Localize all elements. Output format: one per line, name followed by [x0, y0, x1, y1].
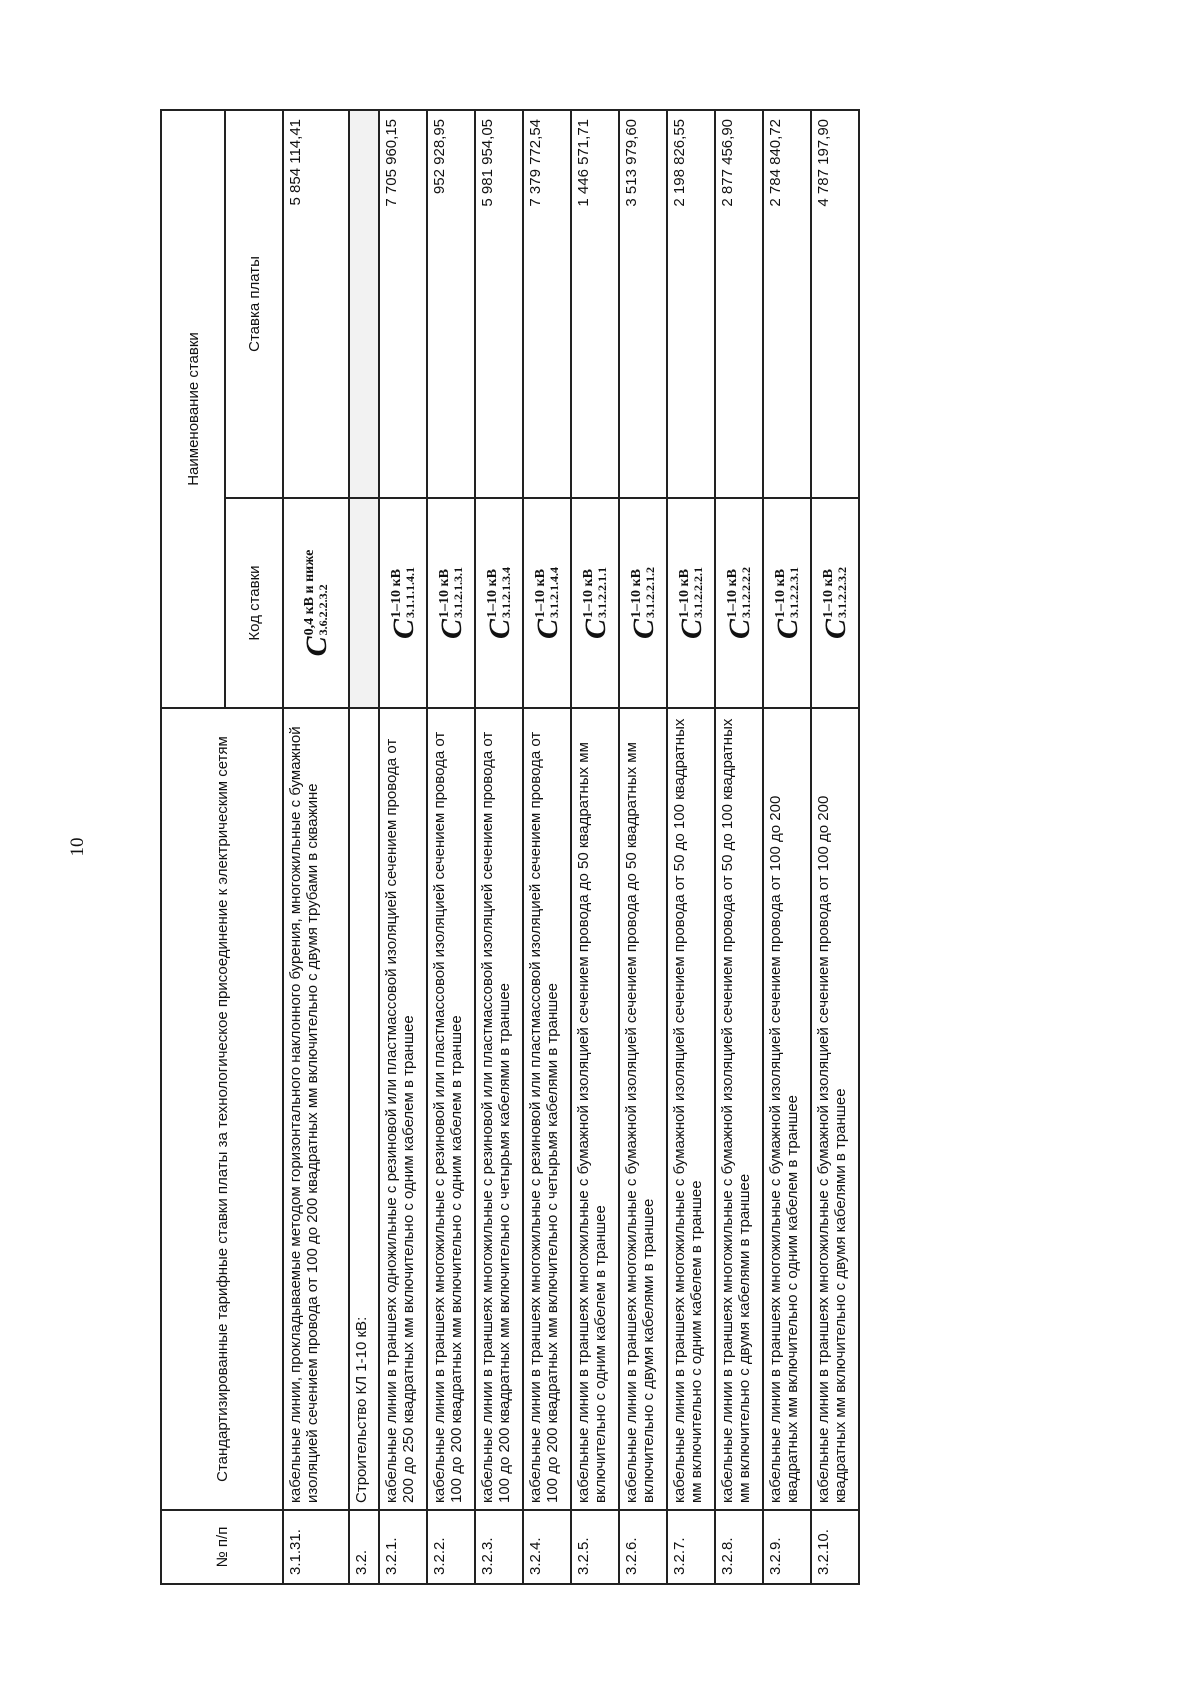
table-row: [283, 110, 349, 1584]
row-number: 3.2.5.: [571, 1510, 619, 1584]
row-number: 3.2.1.: [379, 1510, 427, 1584]
formula-symbol: C: [482, 619, 516, 640]
formula-symbol: C: [674, 619, 708, 640]
code-superscript: 1–10 кВ: [388, 569, 404, 618]
rate-code-formula: [770, 567, 804, 640]
formula-symbol: C: [530, 619, 564, 640]
rotated-table-sheet: [160, 111, 960, 1585]
row-rate: 3 513 979,60: [619, 110, 667, 498]
row-code: [619, 498, 667, 708]
code-superscript: 1–10 кВ: [772, 569, 788, 618]
table-row: [715, 110, 763, 1584]
formula-symbol: C: [434, 619, 468, 640]
formula-symbol: C: [818, 619, 852, 640]
code-subscript: 3.1.2.2.2.2: [738, 567, 753, 618]
row-code: [379, 498, 427, 708]
code-superscript: 1–10 кВ: [724, 569, 740, 618]
row-description: кабельные линии, прокладываемые методом горизонтального наклонного бурения, многожильные с бумажной изоляцией сечением провода от 100 до 200 квадратных мм включительно с двумя трубами в скважине: [283, 708, 349, 1510]
code-subscript: 3.1.2.2.3.2: [834, 567, 849, 618]
header-num: № п/п: [161, 1510, 283, 1584]
tariff-table: [160, 109, 860, 1585]
row-description: кабельные линии в траншеях многожильные с бумажной изоляцией сечением провода от 100 до 200 квадратных мм включительно с одним кабелем в траншее: [763, 708, 811, 1510]
table-body: [283, 110, 859, 1584]
rate-code-formula: [818, 567, 852, 640]
table-row: [349, 110, 379, 1584]
table-row: [763, 110, 811, 1584]
row-code: [475, 498, 523, 708]
header-rate-group: Наименование ставки: [161, 110, 225, 708]
code-subscript: 3.1.1.1.4.1: [402, 567, 417, 618]
header-rate: Ставка платы: [225, 110, 283, 498]
code-superscript: 1–10 кВ: [628, 569, 644, 618]
row-code: [715, 498, 763, 708]
row-rate: 7 379 772,54: [523, 110, 571, 498]
row-rate: 7 705 960,15: [379, 110, 427, 498]
row-description: кабельные линии в траншеях многожильные с резиновой или пластмассовой изоляцией сечением провода от 100 до 200 квадратных мм включительно с четырьмя кабелями в траншее: [475, 708, 523, 1510]
code-superscript: 1–10 кВ: [436, 569, 452, 618]
row-code: [427, 498, 475, 708]
formula-symbol: C: [299, 636, 333, 657]
table-row: [571, 110, 619, 1584]
code-superscript: 0,4 кВ и ниже: [301, 549, 317, 636]
row-code: [523, 498, 571, 708]
code-subscript: 3.1.2.1.4.4: [546, 567, 561, 618]
rate-code-formula: [674, 567, 708, 640]
row-description: Строительство КЛ 1-10 кВ:: [349, 708, 379, 1510]
row-number: 3.2.4.: [523, 1510, 571, 1584]
code-superscript: 1–10 кВ: [580, 569, 596, 618]
formula-symbol: C: [722, 619, 756, 640]
row-description: кабельные линии в траншеях многожильные с резиновой или пластмассовой изоляцией сечением провода от 100 до 200 квадратных мм включительно с четырьмя кабелями в траншее: [523, 708, 571, 1510]
row-rate: 952 928,95: [427, 110, 475, 498]
rate-code-formula: [722, 567, 756, 640]
table-row: [427, 110, 475, 1584]
row-code: [349, 498, 379, 708]
table-row: [523, 110, 571, 1584]
row-number: 3.2.: [349, 1510, 379, 1584]
row-rate: [349, 110, 379, 498]
row-description: кабельные линии в траншеях многожильные с резиновой или пластмассовой изоляцией сечением провода от 100 до 200 квадратных мм включительно с одним кабелем в траншее: [427, 708, 475, 1510]
formula-symbol: C: [386, 619, 420, 640]
table-row: [475, 110, 523, 1584]
row-code: [283, 498, 349, 708]
row-rate: 2 877 456,90: [715, 110, 763, 498]
code-subscript: 3.1.2.2.1.2: [642, 567, 657, 618]
row-number: 3.1.31.: [283, 1510, 349, 1584]
header-code: Код ставки: [225, 498, 283, 708]
row-rate: 5 854 114,41: [283, 110, 349, 498]
row-number: 3.2.7.: [667, 1510, 715, 1584]
table-header: [161, 110, 283, 1584]
row-description: кабельные линии в траншеях многожильные с бумажной изоляцией сечением провода от 100 до 200 квадратных мм включительно с двумя кабелями в траншее: [811, 708, 859, 1510]
rate-code-formula: [299, 549, 333, 657]
row-code: [571, 498, 619, 708]
rate-code-formula: [386, 567, 420, 640]
row-description: кабельные линии в траншеях одножильные с резиновой или пластмассовой изоляцией сечением провода от 200 до 250 квадратных мм включительно с одним кабелем в траншее: [379, 708, 427, 1510]
code-subscript: 3.1.2.1.3.1: [450, 567, 465, 618]
row-description: кабельные линии в траншеях многожильные с бумажной изоляцией сечением провода от 50 до 100 квадратных мм включительно с одним кабелем в траншее: [667, 708, 715, 1510]
code-subscript: 3.6.2.2.3.2: [315, 584, 330, 636]
code-superscript: 1–10 кВ: [532, 569, 548, 618]
row-description: кабельные линии в траншеях многожильные с бумажной изоляцией сечением провода до 50 квадратных мм включительно с одним кабелем в траншее: [571, 708, 619, 1510]
code-subscript: 3.1.2.2.3.1: [786, 567, 801, 618]
rate-code-formula: [482, 567, 516, 640]
row-number: 3.2.10.: [811, 1510, 859, 1584]
code-subscript: 3.1.2.2.2.1: [690, 567, 705, 618]
row-number: 3.2.8.: [715, 1510, 763, 1584]
table-row: [667, 110, 715, 1584]
row-code: [811, 498, 859, 708]
row-rate: 1 446 571,71: [571, 110, 619, 498]
row-rate: 5 981 954,05: [475, 110, 523, 498]
table-row: [379, 110, 427, 1584]
row-code: [763, 498, 811, 708]
formula-symbol: C: [770, 619, 804, 640]
page-number: 10: [67, 837, 88, 857]
code-subscript: 3.1.2.1.3.4: [498, 567, 513, 618]
table-row: [619, 110, 667, 1584]
formula-symbol: C: [578, 619, 612, 640]
row-code: [667, 498, 715, 708]
formula-symbol: C: [626, 619, 660, 640]
row-rate: 4 787 197,90: [811, 110, 859, 498]
row-description: кабельные линии в траншеях многожильные с бумажной изоляцией сечением провода до 50 квадратных мм включительно с двумя кабелями в траншее: [619, 708, 667, 1510]
row-number: 3.2.3.: [475, 1510, 523, 1584]
code-superscript: 1–10 кВ: [676, 569, 692, 618]
code-superscript: 1–10 кВ: [820, 569, 836, 618]
row-description: кабельные линии в траншеях многожильные с бумажной изоляцией сечением провода от 50 до 100 квадратных мм включительно с двумя кабелями в траншее: [715, 708, 763, 1510]
rate-code-formula: [434, 567, 468, 640]
rate-code-formula: [578, 567, 612, 640]
row-rate: 2 198 826,55: [667, 110, 715, 498]
header-name: Стандартизированные тарифные ставки платы за технологическое присоединение к электрическим сетям: [161, 708, 283, 1510]
code-subscript: 3.1.2.2.1.1: [594, 567, 609, 618]
row-number: 3.2.2.: [427, 1510, 475, 1584]
rate-code-formula: [626, 567, 660, 640]
row-number: 3.2.9.: [763, 1510, 811, 1584]
row-number: 3.2.6.: [619, 1510, 667, 1584]
row-rate: 2 784 840,72: [763, 110, 811, 498]
table-row: [811, 110, 859, 1584]
code-superscript: 1–10 кВ: [484, 569, 500, 618]
rate-code-formula: [530, 567, 564, 640]
